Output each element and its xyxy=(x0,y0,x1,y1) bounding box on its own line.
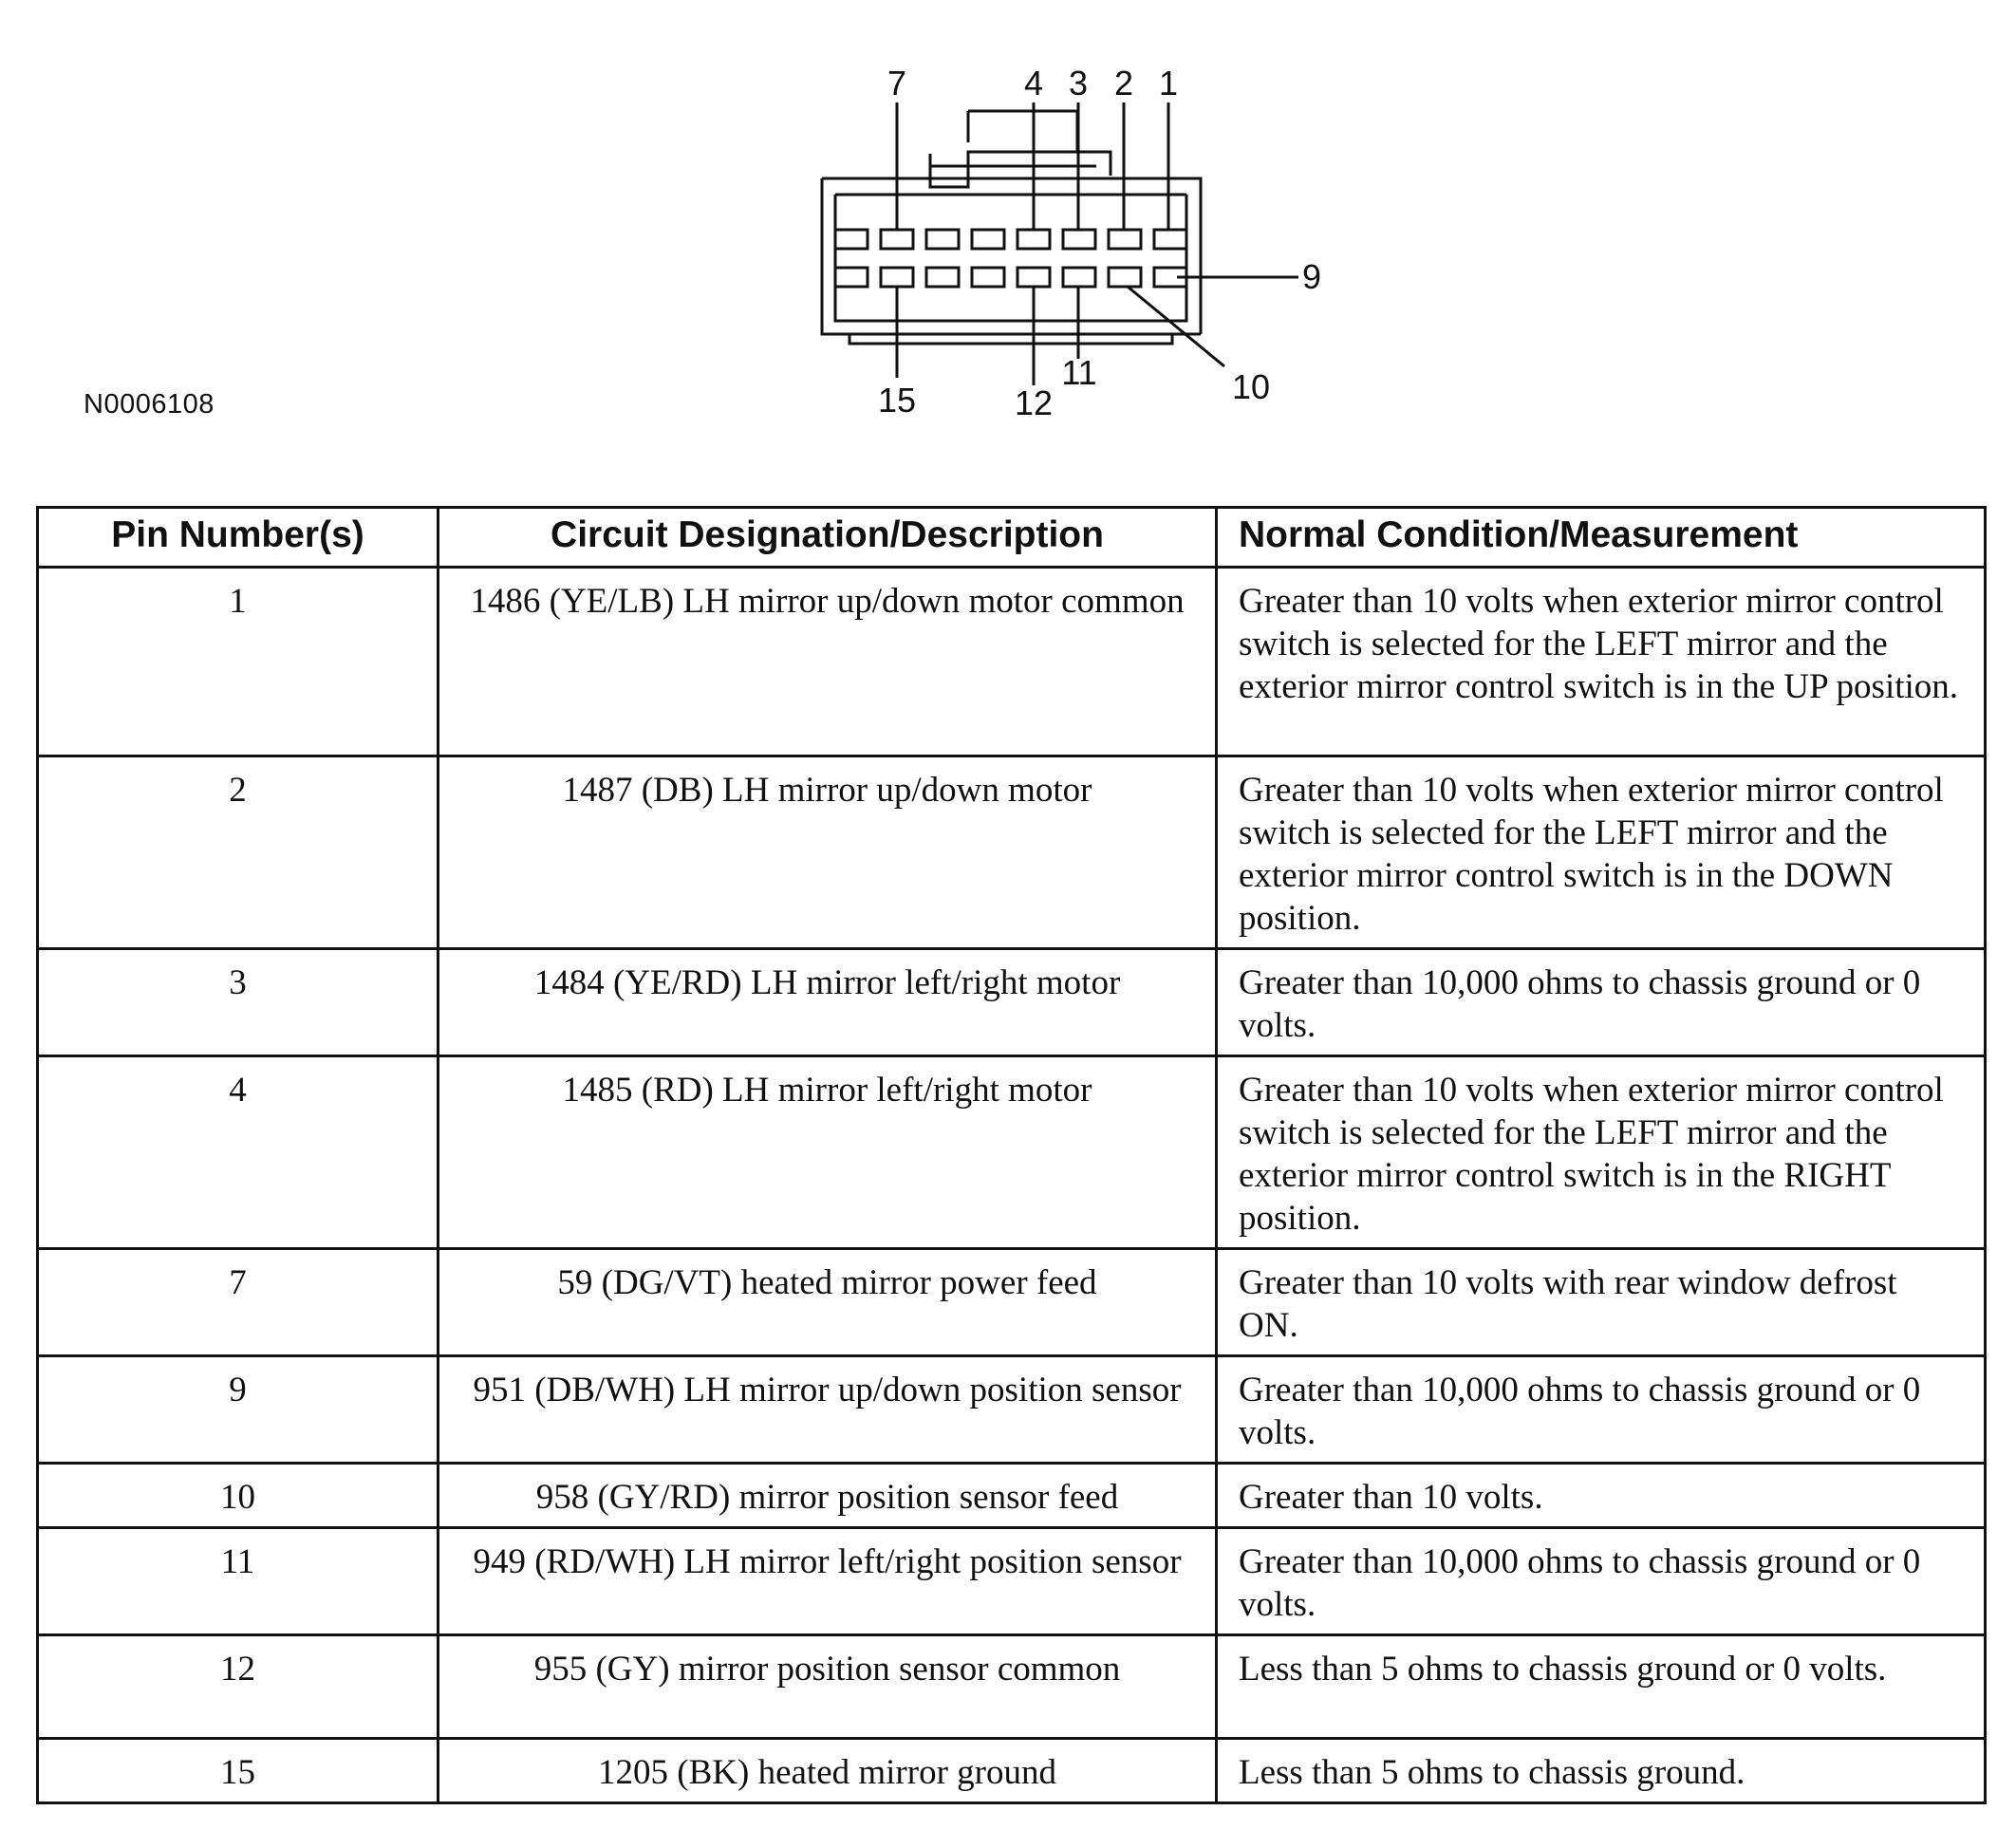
pin-label-2: 2 xyxy=(1113,64,1134,103)
pin-label-1: 1 xyxy=(1158,64,1179,103)
pin-cell: 7 xyxy=(38,1249,439,1356)
pin-cell: 2 xyxy=(38,756,439,949)
pin-cell: 15 xyxy=(38,1739,439,1803)
pin-cell: 10 xyxy=(38,1464,439,1528)
circuit-cell: 951 (DB/WH) LH mirror up/down position sensor xyxy=(439,1356,1217,1464)
pin-cell: 1 xyxy=(38,568,439,756)
table-row xyxy=(38,568,1986,756)
header-normal-condition: Normal Condition/Measurement xyxy=(1217,508,1986,568)
condition-cell: Greater than 10,000 ohms to chassis ground or 0 volts. xyxy=(1217,1528,1986,1635)
pin-label-12: 12 xyxy=(1014,383,1054,422)
circuit-cell: 1485 (RD) LH mirror left/right motor xyxy=(439,1056,1217,1249)
pin-label-4: 4 xyxy=(1023,64,1044,103)
pin-label-10: 10 xyxy=(1231,367,1271,406)
pin-cavities xyxy=(835,230,1186,287)
pin-table xyxy=(36,506,1987,1804)
pin-label-15: 15 xyxy=(877,381,917,420)
pin-cell: 3 xyxy=(38,949,439,1056)
header-circuit-description: Circuit Designation/Description xyxy=(439,508,1217,568)
circuit-cell: 1486 (YE/LB) LH mirror up/down motor common xyxy=(439,568,1217,756)
circuit-cell: 955 (GY) mirror position sensor common xyxy=(439,1635,1217,1739)
connector-body xyxy=(822,111,1201,344)
condition-cell: Greater than 10 volts. xyxy=(1217,1464,1986,1528)
header-pin-numbers: Pin Number(s) xyxy=(38,508,439,568)
table-row xyxy=(38,756,1986,949)
table-row xyxy=(38,1464,1986,1528)
condition-cell: Less than 5 ohms to chassis ground. xyxy=(1217,1739,1986,1803)
condition-cell: Greater than 10 volts when exterior mirror control switch is selected for the LEFT mirror and the exterior mirror control switch is in the DOWN position. xyxy=(1217,756,1986,949)
circuit-cell: 949 (RD/WH) LH mirror left/right position sensor xyxy=(439,1528,1217,1635)
table-row xyxy=(38,1249,1986,1356)
circuit-cell: 59 (DG/VT) heated mirror power feed xyxy=(439,1249,1217,1356)
circuit-cell: 1205 (BK) heated mirror ground xyxy=(439,1739,1217,1803)
figure-id: N0006108 xyxy=(84,389,215,420)
pin-cell: 12 xyxy=(38,1635,439,1739)
pin-label-9: 9 xyxy=(1302,257,1322,296)
connector-diagram xyxy=(0,0,2016,456)
pin-label-11: 11 xyxy=(1061,353,1097,392)
pin-label-7: 7 xyxy=(887,64,907,103)
table-row xyxy=(38,949,1986,1056)
table-row xyxy=(38,1056,1986,1249)
condition-cell: Greater than 10,000 ohms to chassis ground or 0 volts. xyxy=(1217,1356,1986,1464)
circuit-cell: 1484 (YE/RD) LH mirror left/right motor xyxy=(439,949,1217,1056)
condition-cell: Less than 5 ohms to chassis ground or 0 volts. xyxy=(1217,1635,1986,1739)
condition-cell: Greater than 10,000 ohms to chassis ground or 0 volts. xyxy=(1217,949,1986,1056)
pin-cell: 4 xyxy=(38,1056,439,1249)
pin-cell: 11 xyxy=(38,1528,439,1635)
condition-cell: Greater than 10 volts when exterior mirror control switch is selected for the LEFT mirror and the exterior mirror control switch is in the UP position. xyxy=(1217,568,1986,756)
condition-cell: Greater than 10 volts when exterior mirror control switch is selected for the LEFT mirror and the exterior mirror control switch is in the RIGHT position. xyxy=(1217,1056,1986,1249)
condition-cell: Greater than 10 volts with rear window defrost ON. xyxy=(1217,1249,1986,1356)
circuit-cell: 1487 (DB) LH mirror up/down motor xyxy=(439,756,1217,949)
table-row xyxy=(38,1528,1986,1635)
table-row xyxy=(38,1635,1986,1739)
table-row xyxy=(38,1739,1986,1803)
circuit-cell: 958 (GY/RD) mirror position sensor feed xyxy=(439,1464,1217,1528)
table-row xyxy=(38,1356,1986,1464)
pin-cell: 9 xyxy=(38,1356,439,1464)
pin-label-3: 3 xyxy=(1068,64,1089,103)
table-header-row xyxy=(38,508,1986,568)
